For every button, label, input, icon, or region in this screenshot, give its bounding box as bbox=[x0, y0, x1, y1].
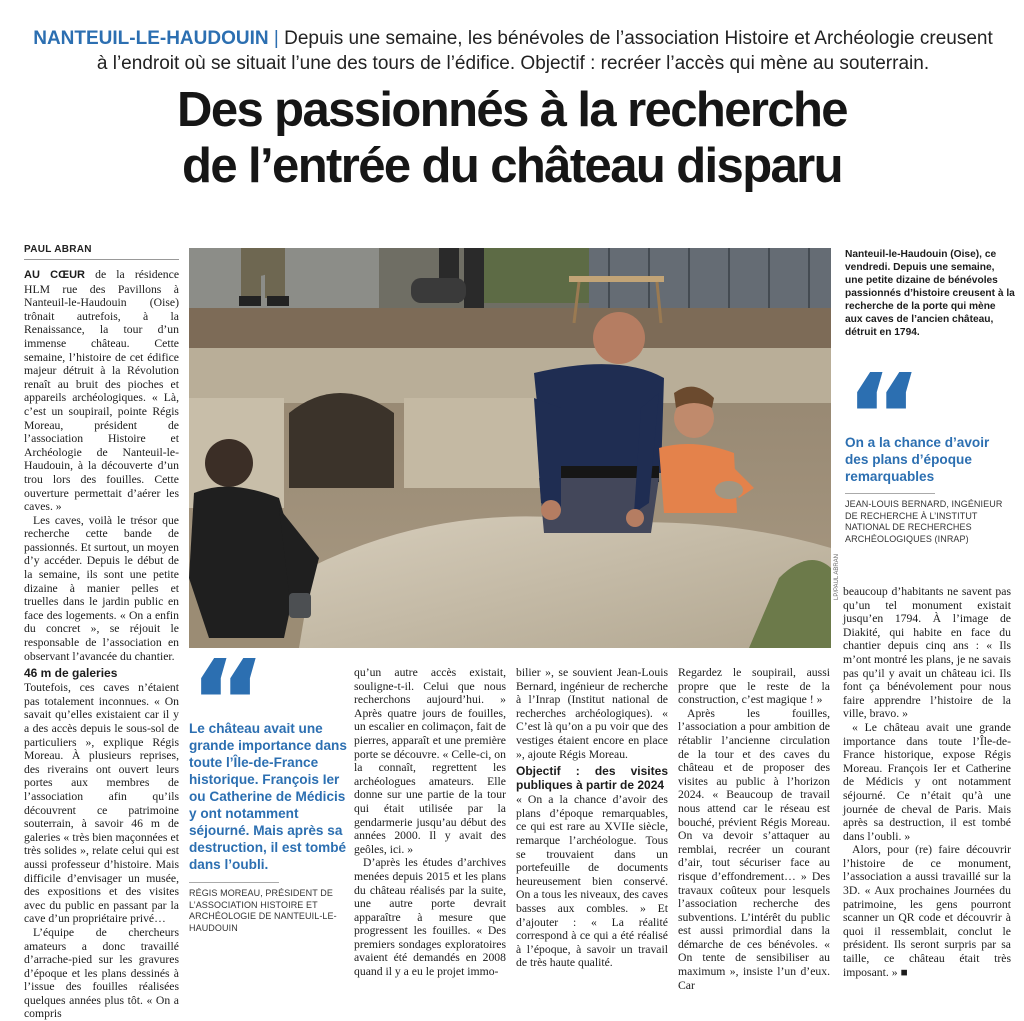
headline bbox=[20, 82, 1004, 194]
article-column-6 bbox=[843, 585, 1011, 979]
paragraph: « Le château avait une grande importance dans toute l’Île-de-France historique, expose Régis Moreau. François Ier et Catherine de Médicis y ont notamment séjourné. Ce n’était qu’à une journée de cheval de Paris. Mais après sa destruction, il est tombé dans l’oubli. » bbox=[843, 720, 1011, 843]
paragraph: bilier », se souvient Jean-Louis Bernard, ingénieur de recherche à l’Inrap (Institut national de recherches archéologiques). « C’est là qu’on a pu voir que des vestiges étaient encore en place », ajoute Régis Moreau. bbox=[516, 666, 668, 761]
quote-mark-icon bbox=[189, 658, 349, 720]
subhead-galeries: 46 m de galeries bbox=[24, 666, 118, 681]
paragraph: beaucoup d’habitants ne savent pas qu’un tel monument existait jusqu’en 1794. À l’image de Diakité, qui habite en face du chantier depuis cinq ans : « Ils m’ont montré les plans, je ne savais pas qu’il y avait un château ici. Ils font ça bénévolement pour nous faire apprendre l’histoire de la ville, bravo. » bbox=[843, 585, 1011, 721]
paragraph: Les caves, voilà le trésor que recherche cette bande de passionnés. Et surtout, un moyen d’y accéder. Depuis le début de la semaine, ils sont une petite dizaine à manier pelles et truelles dans le jardin public en face des logements. « On a enfin du concret », se réjouit le responsable de l’association en observant l’avancée du chantier. bbox=[24, 513, 179, 663]
kicker bbox=[30, 26, 996, 76]
byline-rule bbox=[24, 259, 179, 260]
photo-caption bbox=[845, 248, 1015, 339]
quote-mark-icon bbox=[845, 372, 1015, 434]
quote-right-author: JEAN-LOUIS BERNARD, INGÉNIEUR DE RECHERCHE À L’INSTITUT NATIONAL DE RECHERCHES ARCHÉOLOGIQUES (INRAP) bbox=[845, 499, 1003, 544]
photo-credit: LP/PAUL ABRAN bbox=[834, 553, 840, 600]
paragraph: L’équipe de chercheurs amateurs a donc travaillé d’arrache-pied sur les gravures d’époque et les plans dessinés à l’issue des fouilles réalisées quelques années plus tôt. « On a compris bbox=[24, 925, 179, 1021]
photo-excavation bbox=[189, 248, 831, 648]
paragraph: « On a la chance d’avoir des plans d’époque remarquables, ce qui est rare au XVIIe siècle, remarque l’archéologue. Tous se trouvaient dans un portefeuille de documents heureusement bien conservé. On a tous les niveaux, des caves basses aux combles. » Et d’ajouter : « La réalité correspond à ce qui a été réalisé à l’époque, à savoir un travail de très haute qualité. bbox=[516, 793, 668, 970]
quote-left-text: Le château avait une grande importance dans toute l’Île-de-France historique. François Ier ou Catherine de Médicis y ont notamment séjourné. Mais après sa destruction, il est tombé dans l’oubli. bbox=[189, 721, 347, 872]
paragraph: qu’un autre accès existait, souligne-t-il. Celui que nous recherchons aujourd’hui. » Après quatre jours de fouilles, un escalier en colimaçon, fait de pierres, apparaît et une première porte se découvre. « Celle-ci, on la connaît, regrettent les archéologues amateurs. Elle donne sur une partie de la tour qui était utilisée par la gendarmerie jusqu’au début des années 2000. Il y avait des geôles, ici. » bbox=[354, 666, 506, 856]
article-column-4 bbox=[516, 666, 668, 970]
pull-quote-right bbox=[845, 372, 1015, 545]
headline-line-2: de l’entrée du château disparu bbox=[182, 139, 842, 193]
paragraph: Alors, pour (re) faire découvrir l’histoire de ce monument, l’association a aussi travaillé sur la 3D. « Aux prochaines Journées du patrimoine, les gens pourront scanner un QR code et découvrir à quoi il ressemblait, conclut le président. Ils seront surpris par sa taille, ce château était très imposant. » ■ bbox=[843, 843, 1011, 979]
caption-text: ce vendredi. Depuis une semaine, une petite dizaine de bénévoles passionnés d’histoire creusent à la recherche de la porte qui mène aux caves de l’ancien château, détruit en 1794. bbox=[845, 249, 1015, 338]
excavation-photo-illustration bbox=[189, 248, 831, 648]
byline: PAUL ABRAN bbox=[24, 244, 92, 255]
lead-in: AU CŒUR bbox=[24, 269, 85, 281]
kicker-separator: | bbox=[273, 28, 279, 49]
headline-line-1: Des passionnés à la recherche bbox=[177, 83, 847, 137]
kicker-text: Depuis une semaine, les bénévoles de l’association Histoire et Archéologie creusent à l’endroit où se situait l’une des tours de l’édifice. Objectif : recréer l’accès qui mène au souterrain. bbox=[96, 28, 993, 74]
paragraph: D’après les études d’archives menées depuis 2015 et les plans du château réalisés par la suite, une autre porte devrait apparaître à mesure que progressent les fouilles. « Des premiers sondages exploratoires avaient été demandés en 2008 quand il y a eu le projet immo- bbox=[354, 856, 506, 979]
kicker-place: NANTEUIL-LE-HAUDOUIN bbox=[33, 28, 269, 49]
quote-left-rule bbox=[189, 882, 279, 883]
subhead-visites: Objectif : des visites publiques à partir de 2024 bbox=[516, 764, 668, 793]
quote-left-author: RÉGIS MOREAU, PRÉSIDENT DE L’ASSOCIATION HISTOIRE ET ARCHÉOLOGIE DE NANTEUIL-LE-HAUDOUIN bbox=[189, 888, 337, 933]
quote-right-text: On a la chance d’avoir des plans d’époque remarquables bbox=[845, 435, 990, 484]
caption-place: Nanteuil-le-Haudouin (Oise), bbox=[845, 249, 982, 260]
quote-right-rule bbox=[845, 493, 935, 494]
paragraph: Toutefois, ces caves n’étaient pas totalement inconnues. « On savait qu’elles existaient car il y a des accès depuis le sous-sol de particuliers », explique Régis Moreau. À plusieurs reprises, des riverains ont ouvert leurs portes aux membres de l’association afin qu’ils découvrent ce patrimoine souterrain, à savoir 46 m de galeries « très bien maçonnées et très solides », relate celui qui est aussi professeur d’histoire. Mais difficile d’envisager un musée, des expositions et des visites avec du public en passant par la cave d’un propriétaire privé… bbox=[24, 681, 179, 926]
paragraph: Après les fouilles, l’association a pour ambition de rétablir l’ancienne circulation de la tour et des caves du château et de proposer des visites au public à l’horizon 2024. « Beaucoup de travail nous attend car le réseau est bouché, prévient Régis Moreau. On va devoir s’attaquer au remblai, recréer un courant d’air, tout sécuriser face au risque d’effondrement… » Des travaux coûteux pour lesquels l’association recherche des subventions. L’intérêt du public est aussi primordial dans la démarche de ces bénévoles. « On tente de sensibiliser au maximum », insiste l’un d’eux. Car bbox=[678, 706, 830, 992]
paragraph: Regardez le soupirail, aussi propre que le reste de la construction, c’est magique ! » bbox=[678, 666, 830, 707]
pull-quote-left bbox=[189, 658, 349, 934]
article-column-5 bbox=[678, 666, 830, 992]
article-column-3 bbox=[354, 666, 506, 979]
article-column-1 bbox=[24, 268, 179, 1021]
paragraph: AU CŒUR de la résidence HLM rue des Pavillons à Nanteuil-le-Haudouin (Oise) trônait autrefois, à la Renaissance, la tour d’un immense château. Cette semaine, l’histoire de cet édifice majeur détruit à la Révolution renaît au bruit des pioches et appareils archéologiques. « Là, c’est un soupirail, pointe Régis Moreau, président de l’association Histoire et Archéologie de Nanteuil-le-Haudouin, à la découverte d’un trou lors des fouilles. Cette ouverture permettait d’aérer les caves. » bbox=[24, 268, 180, 514]
